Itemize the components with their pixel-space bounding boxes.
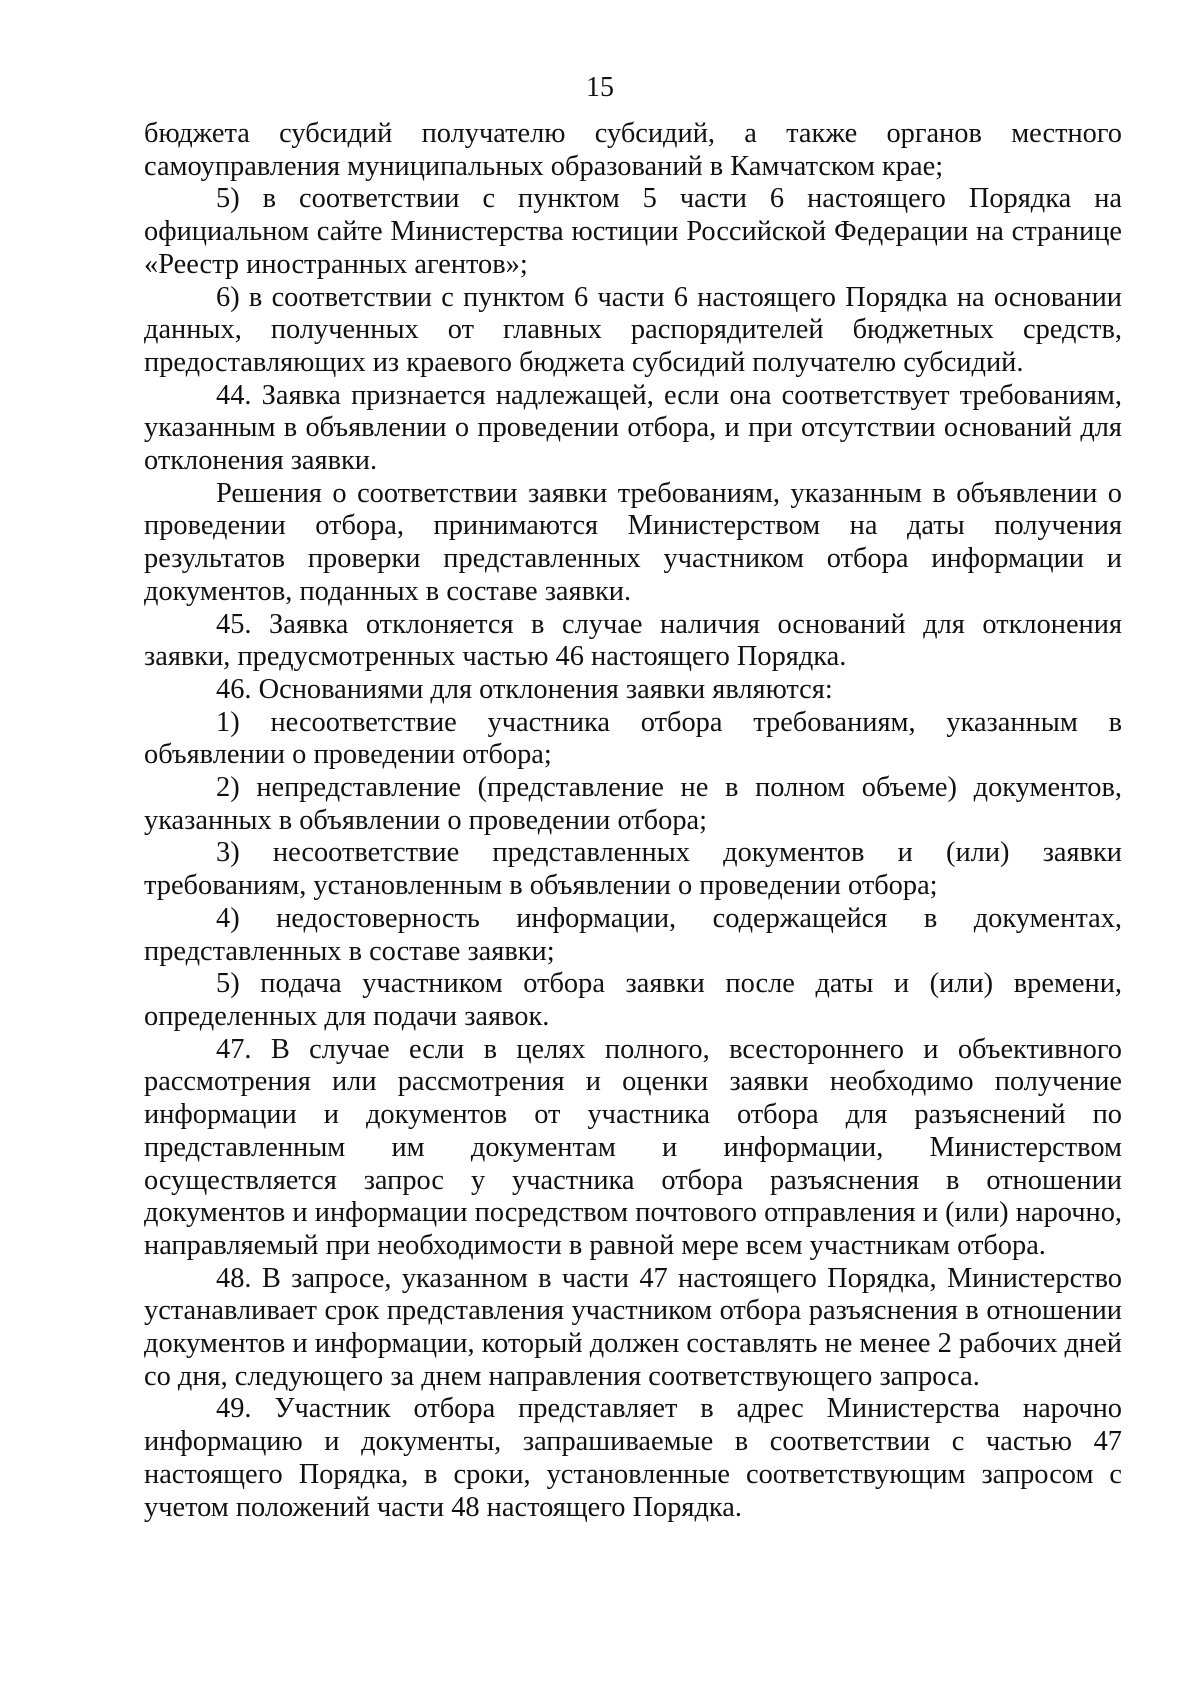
- page-number: 15: [586, 72, 614, 103]
- paragraph-46-item-1: 1) несоответствие участника отбора требованиям, указанным в объявлении о проведении отбора;: [144, 706, 1122, 771]
- paragraph-46: 46. Основаниями для отклонения заявки являются:: [216, 673, 833, 705]
- paragraph-49: 49. Участник отбора представляет в адрес Министерства нарочно информацию и документы, запрашиваемые в соответствии с частью 47 настоящего Порядка, в сроки, установленные соответствующим запросом с учетом положений части 48 настоящего Порядка.: [144, 1393, 1122, 1523]
- document-body: [144, 118, 1122, 1524]
- paragraph-item-5: 5) в соответствии с пунктом 5 части 6 настоящего Порядка на официальном сайте Министерства юстиции Российской Федерации на странице «Реестр иностранных агентов»;: [144, 183, 1122, 280]
- paragraph-continuation: бюджета субсидий получателю субсидий, а также органов местного самоуправления муниципальных образований в Камчатском крае;: [144, 118, 1122, 182]
- paragraph-44-decisions: Решения о соответствии заявки требованиям, указанным в объявлении о проведении отбора, принимаются Министерством на даты получения результатов проверки представленных участником отбора информации и документов, поданных в составе заявки.: [144, 477, 1122, 607]
- paragraph-46-item-3: 3) несоответствие представленных документов и (или) заявки требованиям, установленным в объявлении о проведении отбора;: [144, 837, 1122, 902]
- paragraph-47: 47. В случае если в целях полного, всестороннего и объективного рассмотрения или рассмотрения и оценки заявки необходимо получение информации и документов от участника отбора для разъяснений по представленным им документам и информации, Министерством осуществляется запрос у участника отбора разъяснения в отношении документов и информации посредством почтового отправления и (или) нарочно, направляемый при необходимости в равной мере всем участникам отбора.: [144, 1033, 1122, 1261]
- paragraph-45: 45. Заявка отклоняется в случае наличия оснований для отклонения заявки, предусмотренных частью 46 настоящего Порядка.: [144, 608, 1122, 673]
- paragraph-46-item-2: 2) непредставление (представление не в полном объеме) документов, указанных в объявлении о проведении отбора;: [144, 772, 1122, 836]
- paragraph-48: 48. В запросе, указанном в части 47 настоящего Порядка, Министерство устанавливает срок представления участником отбора разъяснения в отношении документов и информации, который должен составлять не менее 2 рабочих дней со дня, следующего за днем направления соответствующего запроса.: [144, 1262, 1122, 1392]
- paragraph-item-6: 6) в соответствии с пунктом 6 части 6 настоящего Порядка на основании данных, полученных от главных распорядителей бюджетных средств, предоставляющих из краевого бюджета субсидий получателю субсидий.: [144, 281, 1122, 378]
- paragraph-46-item-5: 5) подача участником отбора заявки после даты и (или) времени, определенных для подачи заявок.: [144, 968, 1122, 1032]
- paragraph-46-item-4: 4) недостоверность информации, содержащейся в документах, представленных в составе заявки;: [144, 902, 1122, 967]
- paragraph-44: 44. Заявка признается надлежащей, если она соответствует требованиям, указанным в объявлении о проведении отбора, и при отсутствии оснований для отклонения заявки.: [144, 379, 1122, 477]
